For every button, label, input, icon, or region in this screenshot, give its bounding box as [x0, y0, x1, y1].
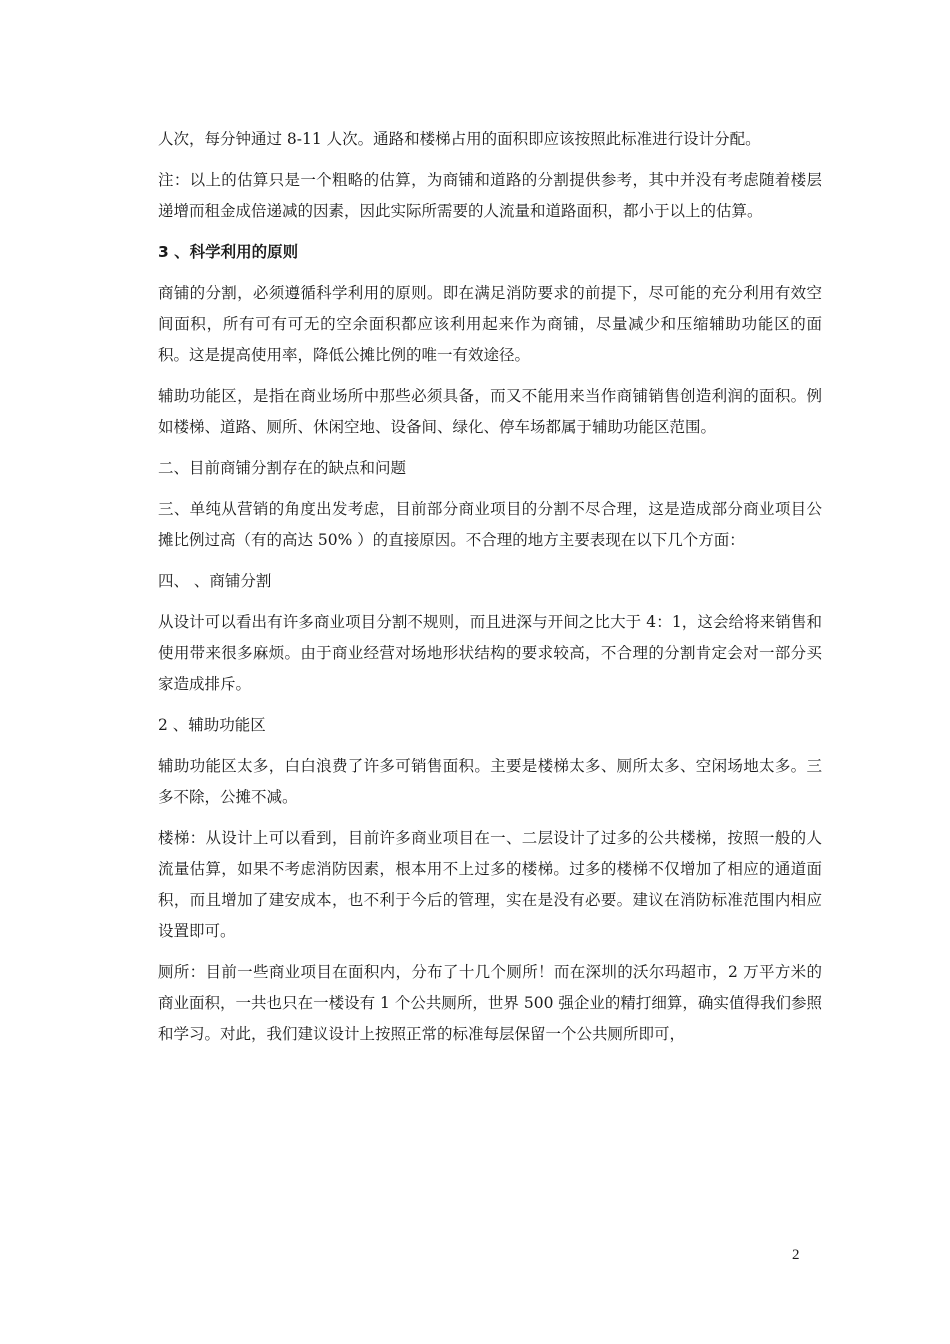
- section-heading-scientific-use: 3 、科学利用的原则: [158, 243, 299, 261]
- paragraph-stairs: 楼梯：从设计上可以看到，目前许多商业项目在一、二层设计了过多的公共楼梯，按照一般的人流量估算，如果不考虑消防因素，根本用不上过多的楼梯。过多的楼梯不仅增加了相应的通道面积，而且增加了建安成本，也不利于今后的管理，实在是没有必要。建议在消防标准范围内相应设置即可。: [158, 829, 822, 940]
- paragraph-toilets: 厕所：目前一些商业项目在面积内，分布了十几个厕所！而在深圳的沃尔玛超市，2 万平方米的商业面积，一共也只在一楼设有 1 个公共厕所，世界 500 强企业的精打细算，确实值得我们参照和学习。对此，我们建议设计上按照正常的标准每层保留一个公共厕所即可，: [158, 963, 822, 1043]
- paragraph-flow-rate: 人次，每分钟通过 8-11 人次。通路和楼梯占用的面积即应该按照此标准进行设计分配。: [158, 130, 761, 148]
- page-number: 2: [792, 1247, 800, 1263]
- paragraph-scientific-use: 商铺的分割，必须遵循科学利用的原则。即在满足消防要求的前提下，尽可能的充分利用有效空间面积，所有可有可无的空余面积都应该利用起来作为商铺，尽量减少和压缩辅助功能区的面积。这是提高使用率，降低公摊比例的唯一有效途径。: [158, 284, 822, 364]
- paragraph-section-three: 三、单纯从营销的角度出发考虑，目前部分商业项目的分割不尽合理，这是造成部分商业项目公摊比例过高（有的高达 50% ）的直接原因。不合理的地方主要表现在以下几个方面：: [158, 500, 822, 549]
- paragraph-irregular-division: 从设计可以看出有许多商业项目分割不规则，而且进深与开间之比大于 4：1，这会给将来销售和使用带来很多麻烦。由于商业经营对场地形状结构的要求较高，不合理的分割肯定会对一部分买家造成排斥。: [158, 613, 822, 693]
- paragraph-auxiliary-excess: 辅助功能区太多，白白浪费了许多可销售面积。主要是楼梯太多、厕所太多、空闲场地太多。三多不除，公摊不减。: [158, 757, 822, 806]
- paragraph-estimate-note: 注：以上的估算只是一个粗略的估算，为商铺和道路的分割提供参考，其中并没有考虑随着楼层递增而租金成倍递减的因素，因此实际所需要的人流量和道路面积，都小于以上的估算。: [158, 171, 822, 220]
- paragraph-section-four-title: 四、 、商铺分割: [158, 572, 272, 590]
- paragraph-auxiliary-definition: 辅助功能区，是指在商业场所中那些必须具备，而又不能用来当作商铺销售创造利润的面积。例如楼梯、道路、厕所、休闲空地、设备间、绿化、停车场都属于辅助功能区范围。: [158, 387, 822, 436]
- paragraph-auxiliary-heading: 2 、辅助功能区: [158, 716, 266, 734]
- page-content: [158, 124, 822, 1060]
- paragraph-section-two-title: 二、目前商铺分割存在的缺点和问题: [158, 459, 407, 477]
